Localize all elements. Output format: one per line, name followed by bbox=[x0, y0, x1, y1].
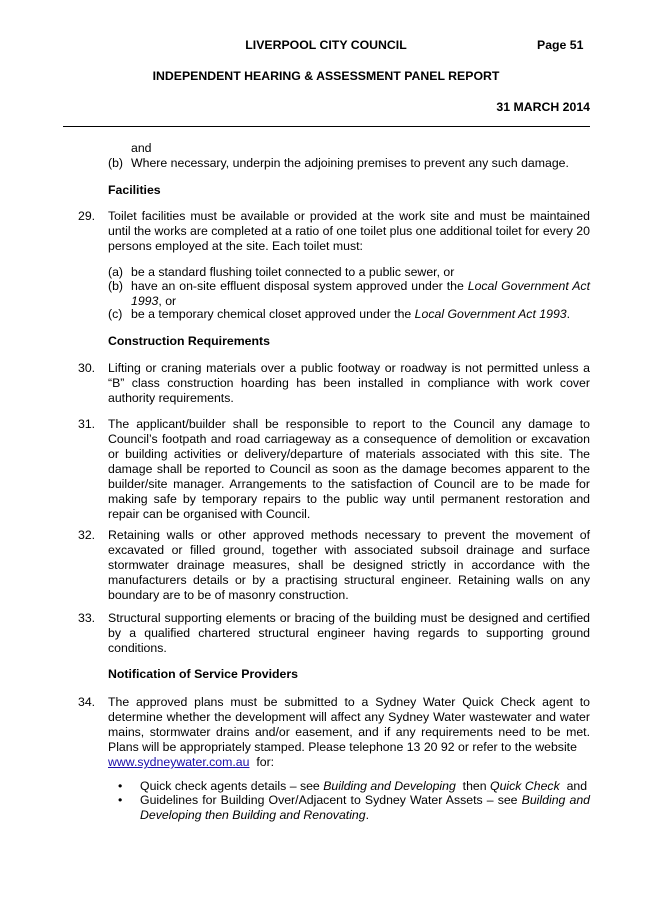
item-number: 34. bbox=[78, 695, 96, 709]
bullet-icon: • bbox=[118, 793, 123, 807]
item-number: 29. bbox=[78, 209, 96, 223]
item-text: The approved plans must be submitted to a Sydney Water Quick Check agent to determine whether the development will affect any Sydney Water wastewater and water mains, stormwater drains and/or easement, and if any requirements need to be met. Plans will be appropriately stamped. Please telephone 13 20 92 or refer to the website www.sydneywater.com.au for: bbox=[108, 695, 590, 769]
sub-b-label: (b) bbox=[108, 279, 124, 293]
item-number: 31. bbox=[78, 417, 96, 431]
section-heading-notification: Notification of Service Providers bbox=[108, 667, 298, 681]
item-number: 30. bbox=[78, 361, 96, 375]
item-text: Structural supporting elements or bracing of the building must be designed and certified by a qualified chartered structural engineer having regards to supporting ground conditions. bbox=[108, 611, 590, 655]
sub-c-text: be a temporary chemical closet approved under the Local Government Act 1993. bbox=[131, 307, 571, 321]
header-divider bbox=[63, 126, 590, 127]
item-text: Lifting or craning materials over a public footway or roadway is not permitted unless a “B” class construction hoarding has been installed in compliance with work cover authority requirements. bbox=[108, 361, 590, 405]
sub-a-text: be a standard flushing toilet connected to a public sewer, or bbox=[131, 265, 455, 279]
sub-b-text: have an on-site effluent disposal system approved under the Local Government Act 1993, or bbox=[131, 279, 590, 308]
section-heading-construction: Construction Requirements bbox=[108, 334, 270, 348]
item-number: 32. bbox=[78, 528, 96, 542]
council-name: LIVERPOOL CITY COUNCIL bbox=[245, 38, 407, 52]
item-number: 33. bbox=[78, 611, 96, 625]
bullet-item: Guidelines for Building Over/Adjacent to Sydney Water Assets – see Building and Developing then Building and Renovating. bbox=[140, 793, 590, 822]
sub-a-label: (a) bbox=[108, 265, 124, 279]
sub-c-label: (c) bbox=[108, 307, 123, 321]
sydney-water-link[interactable]: www.sydneywater.com.au bbox=[108, 755, 250, 769]
item-text: The applicant/builder shall be responsible to report to the Council any damage to Council’s footpath and road carriageway as a consequence of demolition or excavation or building activities or delivery/departure of materials associated with this site. The damage shall be reported to Council as soon as the damage becomes apparent to the builder/site manager. Arrangements to the satisfaction of Council are to be made for making safe by temporary repairs to the public way until permanent restoration and repair can be organised with Council. bbox=[108, 417, 590, 521]
cont-b-label: (b) bbox=[108, 156, 124, 170]
report-date: 31 MARCH 2014 bbox=[496, 100, 590, 114]
page-number: Page 51 bbox=[537, 38, 584, 52]
item-text: Retaining walls or other approved methods necessary to prevent the movement of excavated or filled ground, together with associated subsoil drainage and surface stormwater drainage measures, shall be designed strictly in accordance with the manufacturers details or by a practising structural engineer. Retaining walls on any boundary are to be of masonry construction. bbox=[108, 528, 590, 602]
section-heading-facilities: Facilities bbox=[108, 183, 161, 197]
cont-b-text: Where necessary, underpin the adjoining premises to prevent any such damage. bbox=[131, 156, 569, 170]
continuation-and: and bbox=[131, 141, 152, 155]
report-title: INDEPENDENT HEARING & ASSESSMENT PANEL REPORT bbox=[152, 69, 500, 83]
bullet-item: Quick check agents details – see Building and Developing then Quick Check and bbox=[140, 779, 588, 793]
bullet-icon: • bbox=[118, 779, 123, 793]
item-text: Toilet facilities must be available or provided at the work site and must be maintained until the works are completed at a ratio of one toilet plus one additional toilet for every 20 persons employed at the site. Each toilet must: bbox=[108, 209, 590, 253]
